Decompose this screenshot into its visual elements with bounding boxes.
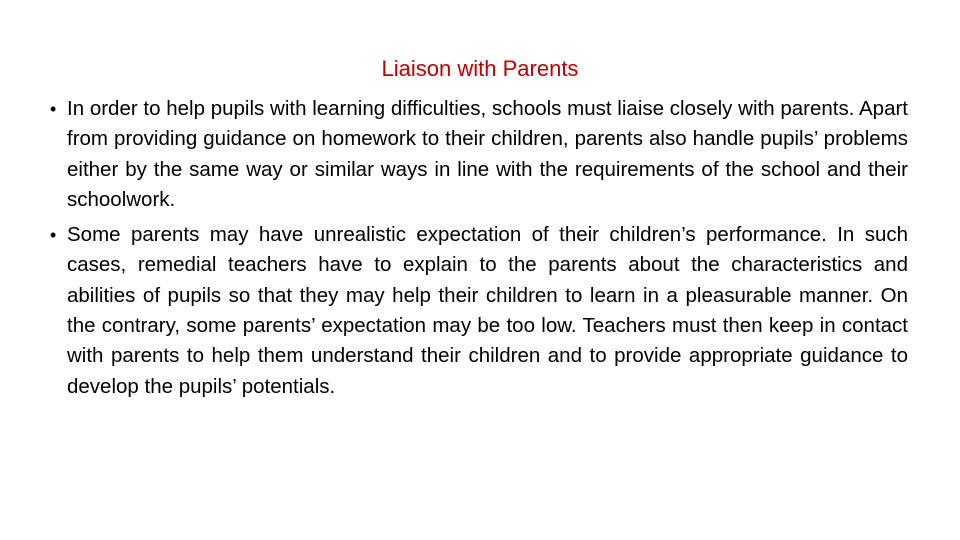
bullet-item (50, 94, 908, 215)
bullet-icon: • (50, 99, 57, 119)
bullet-text: Some parents may have unrealistic expectation of their children’s performance. In such cases, remedial teachers have to explain to the parents about the characteristics and abilities of pupils so that they may help their children to learn in a pleasurable manner. On the contrary, some parents’ expectation may be too low. Teachers must then keep in contact with parents to help them understand their children and to provide appropriate guidance to develop the pupils’ potentials. (67, 223, 908, 398)
bullet-list (50, 94, 908, 407)
bullet-item (50, 220, 908, 402)
bullet-text: In order to help pupils with learning difficulties, schools must liaise closely with parents. Apart from providing guidance on homework to their children, parents also handle pupils’ problems either by the same way or similar ways in line with the requirements of the school and their schoolwork. (67, 97, 908, 211)
slide-title: Liaison with Parents (381, 56, 579, 81)
bullet-icon: • (50, 225, 57, 246)
